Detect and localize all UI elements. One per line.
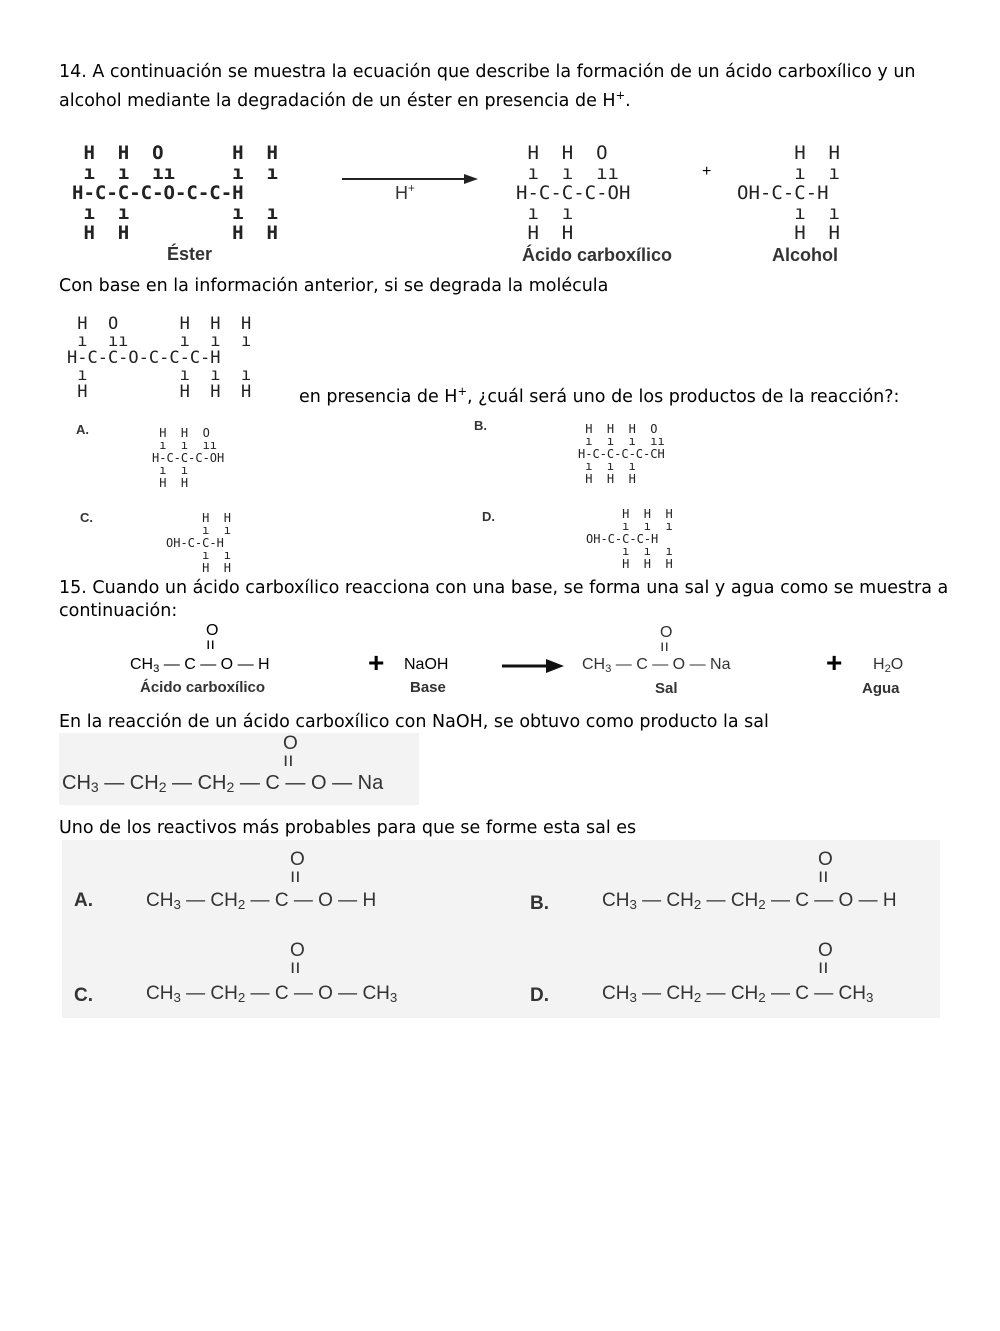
eq-salt-label: Sal <box>655 680 678 697</box>
q15-intro-line2: continuación: <box>59 601 178 621</box>
eq-acid-carbonyl: O ıı <box>206 622 219 653</box>
salt-carbonyl: O ıı <box>283 733 298 771</box>
q14-option-a-letter[interactable]: A. <box>76 422 89 437</box>
q15-option-b-letter[interactable]: B. <box>530 893 549 914</box>
plus-sign: + <box>702 163 712 180</box>
q15-option-c-letter[interactable]: C. <box>74 985 93 1006</box>
q14-option-d-letter[interactable]: D. <box>482 509 495 524</box>
q14-intro-line1: 14. A continuación se muestra la ecuación que describe la formación de un ácido carboxílico y un <box>59 62 916 82</box>
q15-option-d-formula[interactable]: $CH_3$ — $CH_2$ — $CH_2$ — C — $CH_3$ <box>602 983 874 1005</box>
eq-salt-formula: $CH_3$ — C — O — Na <box>582 656 731 675</box>
acid-structure: H H O ı ı ıı H-C-C-C-OH ı ı H H <box>516 142 631 244</box>
q14-question: en presencia de H+, ¿cuál será uno de los productos de la reacción?: <box>299 384 900 407</box>
eq-salt-carbonyl: O ıı <box>660 624 673 655</box>
eq-plus-1: + <box>368 647 385 678</box>
eq-plus-2: + <box>826 647 843 678</box>
eq-arrow-icon <box>500 656 566 676</box>
q14-prompt: Con base en la información anterior, si se degrada la molécula <box>59 276 609 296</box>
eq-water-formula: $H_2O$ <box>873 656 904 675</box>
q15-option-a-formula[interactable]: $CH_3$ — $CH_2$ — C — O — H <box>146 890 377 912</box>
alcohol-label: Alcohol <box>772 245 838 265</box>
q15-option-b-carbonyl: O ıı <box>818 849 833 887</box>
q15-result-text: En la reacción de un ácido carboxílico con NaOH, se obtuvo como producto la sal <box>59 712 769 732</box>
q15-option-d-carbonyl: O ıı <box>818 940 833 978</box>
q15-option-b-formula[interactable]: $CH_3$ — $CH_2$ — $CH_2$ — C — O — H <box>602 890 897 912</box>
q14-option-a-structure[interactable]: H H O ı ı ıı H-C-C-C-OH ı ı H H <box>152 425 225 490</box>
alcohol-structure: H H ı ı OH-C-C-H ı ı H H <box>737 142 840 244</box>
eq-acid-label: Ácido carboxílico <box>140 679 266 696</box>
acid-label: Ácido carboxílico <box>522 245 673 265</box>
arrow-catalyst-label: H+ <box>395 182 415 203</box>
q15-option-a-carbonyl: O ıı <box>290 849 305 887</box>
q14-intro-line2: alcohol mediante la degradación de un éster en presencia de H+. <box>59 88 631 111</box>
ester-structure: H H O H H ı ı ıı ı ı H-C-C-C-O-C-C-H ı ı ı ı H H H H <box>72 142 278 244</box>
q14-option-d-structure[interactable]: H H H ı ı ı OH-C-C-C-H ı ı ı H H H <box>586 506 673 571</box>
q14-option-c-letter[interactable]: C. <box>80 510 93 525</box>
salt-formula: $CH_3$ — $CH_2$ — $CH_2$ — C — O — Na <box>62 772 384 795</box>
q15-option-a-letter[interactable]: A. <box>74 890 93 911</box>
eq-base-formula: NaOH <box>404 656 449 673</box>
eq-base-label: Base <box>410 679 446 696</box>
eq-water-label: Agua <box>862 680 900 697</box>
ester-label: Éster <box>167 244 213 264</box>
q15-option-c-formula[interactable]: $CH_3$ — $CH_2$ — C — O — $CH_3$ <box>146 983 398 1005</box>
q14-option-b-letter[interactable]: B. <box>474 418 487 433</box>
eq-acid-formula: $CH_3$ — C — O — H <box>130 656 270 675</box>
q15-option-d-letter[interactable]: D. <box>530 985 549 1006</box>
q14-option-c-structure[interactable]: H H ı ı OH-C-C-H ı ı H H <box>166 510 232 575</box>
q15-intro-line1: 15. Cuando un ácido carboxílico reacciona con una base, se forma una sal y agua como se muestra a <box>59 578 949 598</box>
q14-option-b-structure[interactable]: H H H O ı ı ı ıı H-C-C-C-C-CH ı ı ı H H H <box>578 421 665 486</box>
q15-option-c-carbonyl: O ıı <box>290 940 305 978</box>
q15-question: Uno de los reactivos más probables para que se forme esta sal es <box>59 818 637 838</box>
molecule-structure: H O H H H ı ıı ı ı ı H-C-C-O-C-C-C-H ı ı ı ı H H H H <box>67 314 252 402</box>
